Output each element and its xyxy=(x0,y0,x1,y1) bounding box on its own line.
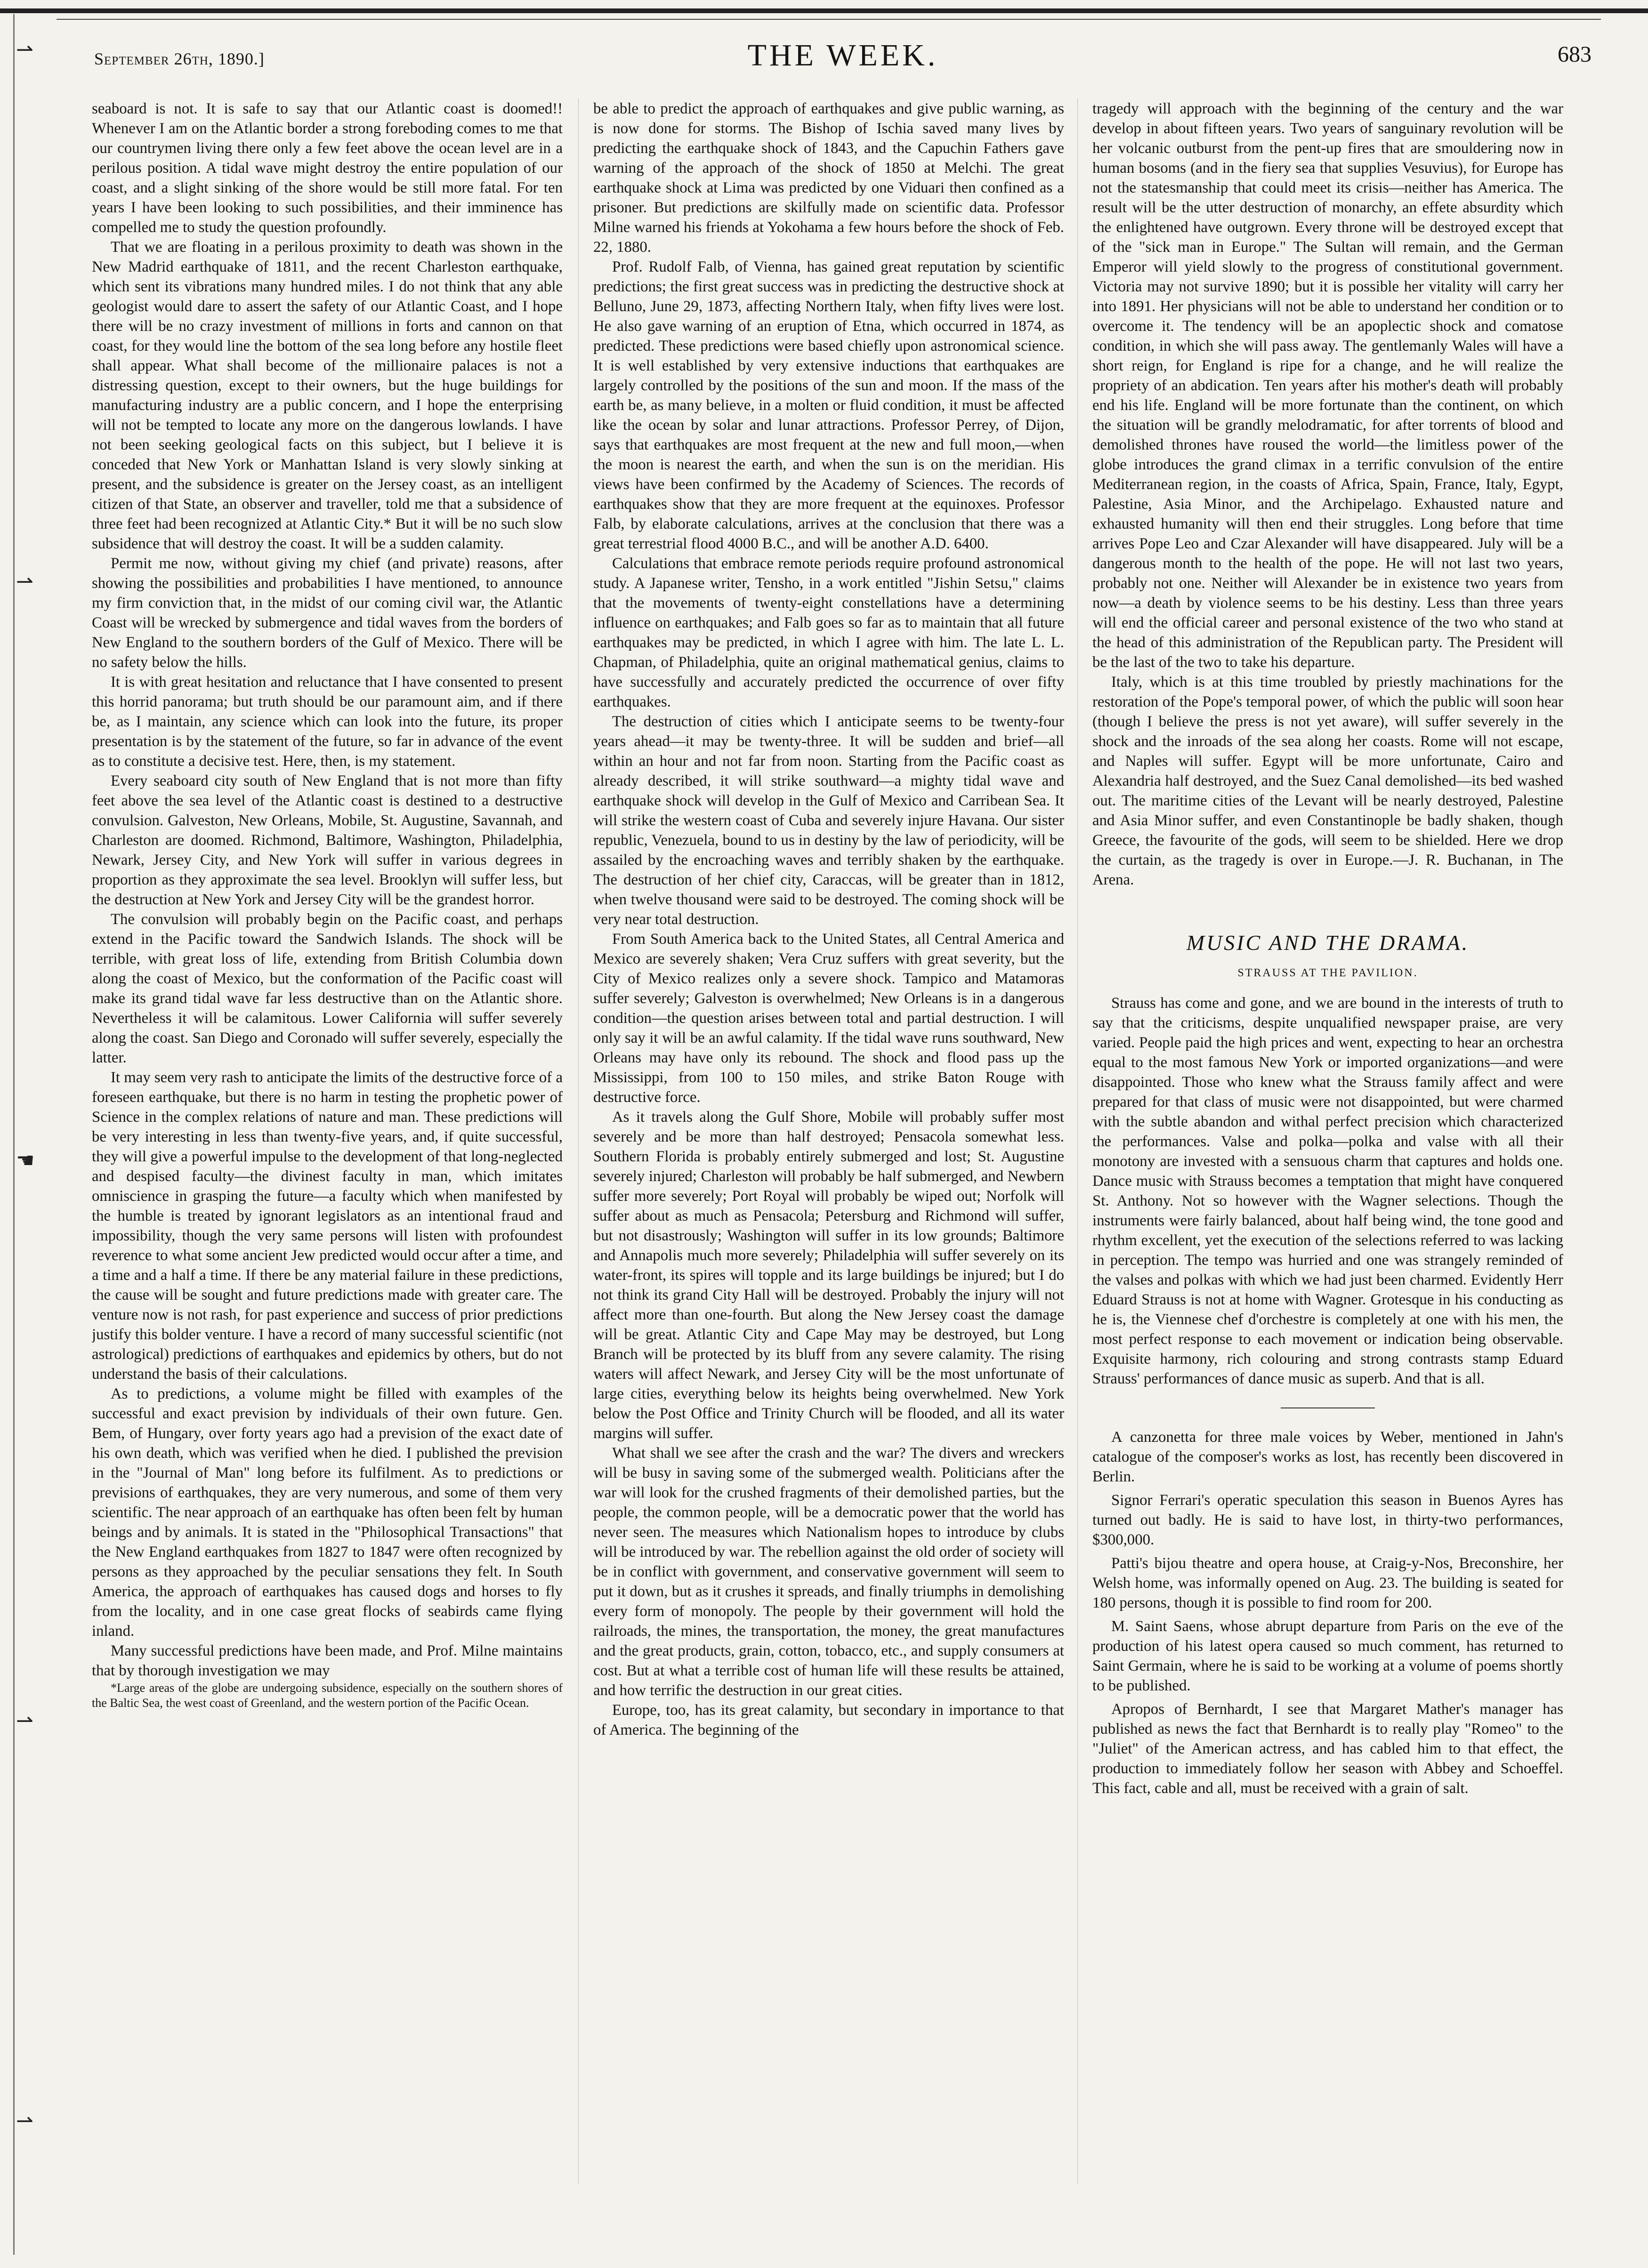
column-left xyxy=(92,99,563,2227)
margin-arrow-icon: ⇀ xyxy=(16,1709,33,1733)
article-paragraph: tragedy will approach with the beginning of the century and the war develop in about fifteen years. Two years of sanguinary revolution will be her volcanic outburst from the pent-up fires that are smouldering now in human bosoms (and in the fiery sea that supplies Vesuvius), for Europe has not the statesmanship that could meet its crisis—neither has America. The result will be the utter destruction of monarchy, an effete absurdity which the enlightened have outgrown. Every throne will be destroyed except that of the "sick man in Europe." The Sultan will remain, and the German Emperor will yield slowly to the progress of constitutional government. Victoria may not survive 1890; but it is possible her vitality will carry her into 1891. Her physicians will not be able to understand her condition or to overcome it. The tendency will be an apoplectic shock and comatose condition, in which she will pass away. The gentlemanly Wales will have a short reign, for England is ripe for a change, and he will realize the propriety of an abdication. Ten years after his mother's death will probably end his life. England will be more fortunate than the continent, on which the situation will be grandly melodramatic, for after torrents of blood and demolished thrones have roused the world—the limitless power of the globe introduces the grand climax in a terrific convulsion of the entire Mediterranean region, in the coasts of Africa, Spain, France, Italy, Egypt, Palestine, Asia Minor, and the Archipelago. Exhausted nature and exhausted humanity will then end their struggles. Long before that time arrives Pope Leo and Czar Alexander will have disappeared. July will be a dangerous month to the health of the pope. He will not last two years, probably not one. Neither will Alexander be in existence two years from now—a death by violence seems to be his destiny. Less than three years will end the official career and personal existence of the two who stand at the head of this administration of the Republican party. The President will be the last of the two to take his departure. xyxy=(1092,100,1563,671)
column-middle xyxy=(593,99,1064,2227)
music-note: A canzonetta for three male voices by Weber, mentioned in Jahn's catalogue of the composer's works as lost, has recently been discovered in Berlin. xyxy=(1092,1429,1563,1485)
article-paragraph: Prof. Rudolf Falb, of Vienna, has gained great reputation by scientific predictions; the first great success was in predicting the destructive shock at Belluno, June 29, 1873, affecting Northern Italy, when fifty lives were lost. He also gave warning of an eruption of Etna, which occurred in 1874, as predicted. These predictions were based chiefly upon astronomical science. It is well established by very extensive inductions that earthquakes are largely controlled by the positions of the sun and moon. If the mass of the earth be, as many believe, in a molten or fluid condition, it must be affected like the ocean by solar and lunar attractions. Professor Perrey, of Dijon, says that earthquakes are most frequent at the new and full moon,—when the moon is nearest the earth, and when the sun is on the meridian. His views have been confirmed by the Academy of Sciences. The records of earthquakes show that they are more frequent at the equinoxes. Professor Falb, by elaborate calculations, arrives at the conclusion that there was a great terrestrial flood 4000 B.C., and will be another A.D. 6400. xyxy=(593,258,1064,552)
article-paragraph: Many successful predictions have been made, and Prof. Milne maintains that by thorough investigation we may xyxy=(92,1642,563,1679)
margin-hand-icon: ☚ xyxy=(16,1149,35,1173)
column-divider xyxy=(1077,99,1078,2184)
article-paragraph: Italy, which is at this time troubled by priestly machinations for the restoration of the Pope's temporal power, of which the public will soon hear (though I believe the press is not yet aware), will suffer severely in the shock and the inroads of the sea along her coasts. Rome will not escape, and Naples will suffer. Egypt will be more unfortunate, Cairo and Alexandria half destroyed, and the Suez Canal demolished—its bed washed out. The maritime cities of the Levant will be nearly destroyed, Palestine and Asia Minor suffer, and even Constantinople be badly shaken, though Greece, the favourite of the gods, will seem to be shielded. Here we drop the curtain, as the tragedy is over in Europe.—J. R. Buchanan, in The Arena. xyxy=(1092,674,1563,888)
top-border-rule xyxy=(0,8,1648,13)
article-paragraph: As it travels along the Gulf Shore, Mobile will probably suffer most severely and be more than half destroyed; Pensacola somewhat less. Southern Florida is probably entirely submerged and lost; St. Augustine severely injured; Charleston will probably be half submerged, and Newbern suffer more severely; Port Royal will probably be wiped out; Norfolk will suffer about as much as Pensacola; Petersburg and Richmond will suffer, but not disastrously; Washington will suffer in its low grounds; Baltimore and Annapolis much more severely; Philadelphia will suffer severely on its water-front, its spires will topple and its large buildings be injured; but I do not think its grand City Hall will be destroyed. Probably the injury will not affect more than one-fourth. But along the New Jersey coast the damage will be great. Atlantic City and Cape May may be destroyed, but Long Branch will be protected by its bluff from any severe calamity. The rising waters will affect Newark, and Jersey City will be the most unfortunate of large cities, everything below its heights being overwhelmed. New York below the Post Office and Trinity Church will be flooded, and all its water margins will suffer. xyxy=(593,1109,1064,1442)
review-paragraph: Strauss has come and gone, and we are bound in the interests of truth to say that the criticisms, despite unqualified newspaper praise, are very varied. People paid the high prices and went, expecting to hear an orchestra equal to the most famous New York or imported organizations—and were disappointed. Those who knew what the Strauss family affect and were prepared for that class of music were not disappointed, but were charmed with the subtle abandon and withal perfect precision which characterized the performances. Valse and polka—polka and valse with all their monotony are invested with a sensuous charm that captures and holds one. Dance music with Strauss becomes a temptation that might have conquered St. Anthony. Not so however with the Wagner selections. Though the instruments were fairly balanced, about half being wind, the tone good and rhythm excellent, yet the execution of the selections referred to was lacking in perception. The tempo was hurried and one was strangely reminded of the valses and polkas with which we had just been charmed. Evidently Herr Eduard Strauss is not at home with Wagner. Grotesque in his conducting as he is, the Viennese chef d'orchestre is completely at one with his men, the most perfect response to each movement or indication being observable. Exquisite harmony, rich colouring and strong contrasts stamp Eduard Strauss' performances of dance music as superb. And that is all. xyxy=(1092,995,1563,1387)
music-note: Patti's bijou theatre and opera house, at Craig-y-Nos, Breconshire, her Welsh home, was informally opened on Aug. 23. The building is seated for 180 persons, though it is possible to find room for 200. xyxy=(1092,1555,1563,1611)
article-paragraph: It is with great hesitation and reluctance that I have consented to present this horrid panorama; but truth should be our paramount aim, and if there be, as I maintain, any science which can look into the future, its proper presentation is by the statement of the future, so far in advance of the event as to constitute a decisive test. Here, then, is my statement. xyxy=(92,674,563,770)
page-number: 683 xyxy=(1558,42,1591,67)
column-divider xyxy=(578,99,579,2184)
binding-edge xyxy=(13,14,15,2255)
margin-arrow-icon: ⇀ xyxy=(16,2109,33,2133)
article-paragraph: The convulsion will probably begin on the Pacific coast, and perhaps extend in the Pacific toward the Sandwich Islands. The shock will be terrible, with great loss of life, extending from British Columbia down along the coast of Mexico, but the conformation of the Pacific coast will make its grand tidal wave far less destructive than on the Atlantic shore. Nevertheless it will be calamitous. Lower California will suffer severely along the coast. San Diego and Coronado will suffer severely, especially the latter. xyxy=(92,911,563,1066)
article-paragraph: seaboard is not. It is safe to say that our Atlantic coast is doomed!! Whenever I am on the Atlantic border a strong foreboding comes to me that our countrymen living there only a few feet above the ocean level are in a perilous position. A tidal wave might destroy the entire population of our coast, and a slight sinking of the shore would be still more fatal. For ten years I have been looking to such possibilities, and their imminence has compelled me to study the question profoundly. xyxy=(92,100,563,236)
article-paragraph: Calculations that embrace remote periods require profound astronomical study. A Japanese writer, Tensho, in a work entitled "Jishin Setsu," claims that the movements of twenty-eight constellations have a determining influence on earthquakes; and Falb goes so far as to maintain that all future earthquakes may be predicted, in which I agree with him. The late L. L. Chapman, of Philadelphia, quite an original mathematical genius, claims to have successfully and accurately predicted the occurrence of over fifty earthquakes. xyxy=(593,555,1064,710)
column-right xyxy=(1092,99,1563,2227)
article-paragraph: It may seem very rash to anticipate the limits of the destructive force of a foreseen earthquake, but there is no harm in testing the prophetic power of Science in the complex relations of nature and man. These predictions will be very interesting in less than twenty-five years, and, if quite successful, they will give a powerful impulse to the development of that long-neglected and despised faculty—the divinest faculty in man, which imitates omniscience in grasping the future—a faculty which when manifested by the humble is treated by ignorant legislators as an intentional fraud and impossibility, though the very same persons will listen with profoundest reverence to what some ancient Jew predicted would occur after a time, and a time and a half a time. If there be any material failure in these predictions, the cause will be sought and future predictions made with greater care. The venture now is not rash, for past experience and success of prior predictions justify this bolder venture. I have a record of many successful scientific (not astrological) predictions of earthquakes and epidemics by others, but do not understand the basis of their calculations. xyxy=(92,1069,563,1383)
journal-title: THE WEEK. xyxy=(747,38,938,72)
section-separator xyxy=(1281,1407,1375,1408)
section-title: MUSIC AND THE DRAMA. xyxy=(1186,931,1470,955)
article-paragraph: The destruction of cities which I anticipate seems to be twenty-four years ahead—it may be twenty-three. It will be sudden and brief—all within an hour and not far from noon. Starting from the Pacific coast as already described, it will strike southward—a mighty tidal wave and earthquake shock will develop in the Gulf of Mexico and Carribean Sea. It will strike the western coast of Cuba and severely injure Havana. Our sister republic, Venezuela, bound to us in destiny by the law of periodicity, will be assailed by the encroaching waves and terribly shaken by the earthquake. The destruction of her chief city, Caraccas, will be greater than in 1812, when twelve thousand were said to be destroyed. The coming shock will be very near total destruction. xyxy=(593,713,1064,928)
article-paragraph: That we are floating in a perilous proximity to death was shown in the New Madrid earthquake of 1811, and the recent Charleston earthquake, which sent its vibrations many hundred miles. I do not think that any able geologist would dare to assert the safety of our Atlantic Coast, and I hope there will be no crazy investment of millions in forts and cannon on that coast, for they would line the bottom of the sea long before any hostile fleet shall appear. What shall become of the millionaire palaces is not a distressing question, except to their owners, but the huge buildings for manufacturing industry are a public concern, and I hope the enterprising will not be tempted to locate any more on the dangerous lowlands. I have not been seeking geological facts on this subject, but I believe it is conceded that New York or Manhattan Island is very slowly sinking at present, and the subsidence is greater on the Jersey coast, as an intelligent citizen of that State, an observer and traveller, told me that a subsidence of three feet had been recognized at Atlantic City.* But it will be no such slow subsidence that will destroy the coast. It will be a sudden calamity. xyxy=(92,239,563,552)
page-header xyxy=(94,36,1591,78)
article-paragraph: From South America back to the United States, all Central America and Mexico are severely shaken; Vera Cruz suffers with great severity, but the City of Mexico realizes only a severe shock. Tampico and Matamoras suffer severely; Galveston is overwhelmed; New Orleans is in a dangerous condition—the question arises between total and partial destruction. I will only say it will be an awful calamity. If the tidal wave runs southward, New Orleans may have only its rebound. The shock and flood pass up the Mississippi, from 100 to 150 miles, and strike Baton Rouge with destructive force. xyxy=(593,931,1064,1106)
margin-arrow-icon: ⇀ xyxy=(16,38,33,62)
footnote: *Large areas of the globe are undergoing subsidence, especially on the southern shores of the Baltic Sea, the west coast of Greenland, and the western portion of the Pacific Ocean. xyxy=(92,1681,563,1710)
top-thin-rule xyxy=(57,19,1601,20)
article-paragraph: What shall we see after the crash and the war? The divers and wreckers will be busy in saving some of the submerged wealth. Politicians after the war will look for the crushed fragments of their demolished parties, but the people, the common people, will be a democratic power that the world has never seen. The measures which Nationalism hopes to introduce by clubs will be introduced by war. The rebellion against the old order of society will be in conflict with government, and conservative government will seem to put it down, but as it crushes it spreads, and finally triumphs in demolishing every form of monopoly. The people by their government will hold the railroads, the mines, the transportation, the money, the great manufactures and the great products, grain, cotton, tobacco, etc., and supply consumers at cost. But at what a terrible cost of human life will these results be attained, and how terrific the destruction in our great cities. xyxy=(593,1445,1064,1699)
article-paragraph: Every seaboard city south of New England that is not more than fifty feet above the sea level of the Atlantic coast is destined to a destructive convulsion. Galveston, New Orleans, Mobile, St. Augustine, Savannah, and Charleston are doomed. Richmond, Baltimore, Washington, Philadelphia, Newark, Jersey City, and New York will suffer in various degrees in proportion as they approximate the sea level. Brooklyn will suffer less, but the destruction at New York and Jersey City will be the grandest horror. xyxy=(92,772,563,908)
section-subhead: STRAUSS AT THE PAVILION. xyxy=(1237,967,1418,979)
margin-arrow-icon: ⇀ xyxy=(16,570,33,594)
issue-date: September 26th, 1890.] xyxy=(94,49,265,68)
music-note: Signor Ferrari's operatic speculation this season in Buenos Ayres has turned out badly. He is said to have lost, in thirty-two performances, $300,000. xyxy=(1092,1492,1563,1548)
article-paragraph: As to predictions, a volume might be filled with examples of the successful and exact prevision by individuals of their own future. Gen. Bem, of Hungary, over forty years ago had a prevision of the exact date of his own death, which was verified when he died. I published the prevision in the "Journal of Man" long before its fulfilment. As to predictions or previsions of earthquakes, they are very numerous, and some of them very scientific. The near approach of an earthquake has often been felt by human beings and by animals. It is stated in the "Philosophical Transactions" that the New England earthquakes from 1827 to 1847 were often recognized by persons as they approached by the peculiar sensations they felt. In South America, the approach of earthquakes has caused dogs and horses to fly from the locality, and in one case great flocks of seabirds came flying inland. xyxy=(92,1385,563,1640)
article-paragraph: Europe, too, has its great calamity, but secondary in importance to that of America. The beginning of the xyxy=(593,1702,1064,1738)
article-paragraph: Permit me now, without giving my chief (and private) reasons, after showing the possibilities and probabilities I have mentioned, to announce my firm conviction that, in the midst of our coming civil war, the Atlantic Coast will be wrecked by submergence and tidal waves from the borders of New England to the southern borders of the Gulf of Mexico. There will be no safety below the hills. xyxy=(92,555,563,671)
music-note: Apropos of Bernhardt, I see that Margaret Mather's manager has published as news the fact that Bernhardt is to really play "Romeo" to the "Juliet" of the American actress, and has cabled him to that effect, the production to immediately follow her season with Abbey and Schoeffel. This fact, cable and all, must be received with a grain of salt. xyxy=(1092,1701,1563,1797)
music-note: M. Saint Saens, whose abrupt departure from Paris on the eve of the production of his latest opera caused so much comment, has returned to Saint Germain, where he is said to be working at a volume of poems shortly to be published. xyxy=(1092,1618,1563,1694)
article-paragraph: be able to predict the approach of earthquakes and give public warning, as is now done for storms. The Bishop of Ischia saved many lives by predicting the earthquake shock of 1843, and the Capuchin Fathers gave warning of the approach of the shock of 1850 at Melchi. The great earthquake shock at Lima was predicted by one Viduari then confined as a prisoner. But predictions are skilfully made on scientific data. Professor Milne warned his friends at Yokohama a few hours before the shock of Feb. 22, 1880. xyxy=(593,100,1064,256)
